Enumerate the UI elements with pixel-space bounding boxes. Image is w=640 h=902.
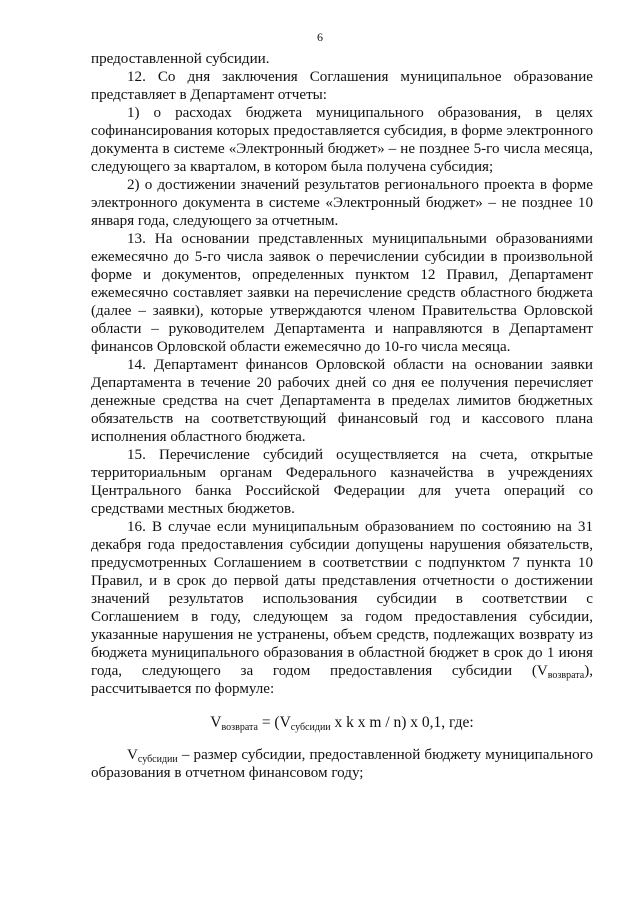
paragraph-15: 15. Перечисление субсидий осуществляется на счета, открытые территориальным органам Федерального казначейства в учреждениях Центрального банка Российской Федерации для учета операций со средствами местных бюджетов. [91,447,593,517]
paragraph-continuation: предоставленной субсидии. [91,51,270,67]
formula-lhs-var: V [210,714,222,731]
paragraph-16-end: ), рассчитывается по формуле: [91,663,593,697]
definition-subscript: субсидии [137,754,178,765]
paragraph-12-item-1: 1) о расходах бюджета муниципального образования, в целях софинансирования которых предоставляется субсидия, в форме электронного документа в системе «Электронный бюджет» – не позднее 5-го числа месяца, следующего за кварталом, в котором была получена субсидия; [91,105,593,175]
paragraph-16-text: 16. В случае если муниципальным образованием по состоянию на 31 декабря года предоставления субсидии допущены нарушения обязательств, предусмотренных Соглашением в соответствии с подпунктом 7 пункта 10 Правил, и в срок до первой даты представления отчетности о достижении значений результатов использования субсидии в соответствии с Соглашением в году, следующем за годом предоставления субсидии, указанные нарушения не устранены, объем средств, подлежащих возврату из бюджета муниципального образования в областной бюджет в срок до 1 июня года, следующего за годом предоставления субсидии (V [91,519,593,679]
paragraph-14: 14. Департамент финансов Орловской области на основании заявки Департамента в течение 20 рабочих дней со дня ее получения перечисляет денежные средства на счет Департамента в пределах лимитов бюджетных обязательств на соответствующий финансовый год и кассового плана исполнения областного бюджета. [91,357,593,445]
paragraph-12-item-2: 2) о достижении значений результатов регионального проекта в форме электронного документа в системе «Электронный бюджет» – не позднее 10 января года, следующего за отчетным. [91,177,593,229]
paragraph-13: 13. На основании представленных муниципальными образованиями ежемесячно до 5-го числа заявок о перечислении субсидии в произвольной форме и документов, определенных пунктом 12 Правил, Департамент ежемесячно составляет заявки на перечисление средств областного бюджета (далее – заявки), которые утверждаются членом Правительства Орловской области – руководителем Департамента и направляются в Департамент финансов Орловской области ежемесячно до 10-го числа месяца. [91,231,593,355]
definition-var: V [127,747,138,763]
paragraph-16 [91,518,593,698]
formula [91,714,593,732]
formula-rest: x k x m / n) x 0,1, где: [330,714,474,731]
page-number: 6 [317,30,323,44]
formula-rhs-subscript: субсидии [290,722,331,733]
document-body [91,50,593,782]
formula-lhs-subscript: возврата [221,722,258,733]
definition-text: – размер субсидии, предоставленной бюджету муниципального образования в отчетном финансовом году; [91,747,593,781]
paragraph-12: 12. Со дня заключения Соглашения муниципальное образование представляет в Департамент отчеты: [91,69,593,103]
formula-eq-open: = (V [257,714,291,731]
paragraph-16-subscript: возврата [547,670,585,681]
definition-v-subsidy [91,746,593,782]
